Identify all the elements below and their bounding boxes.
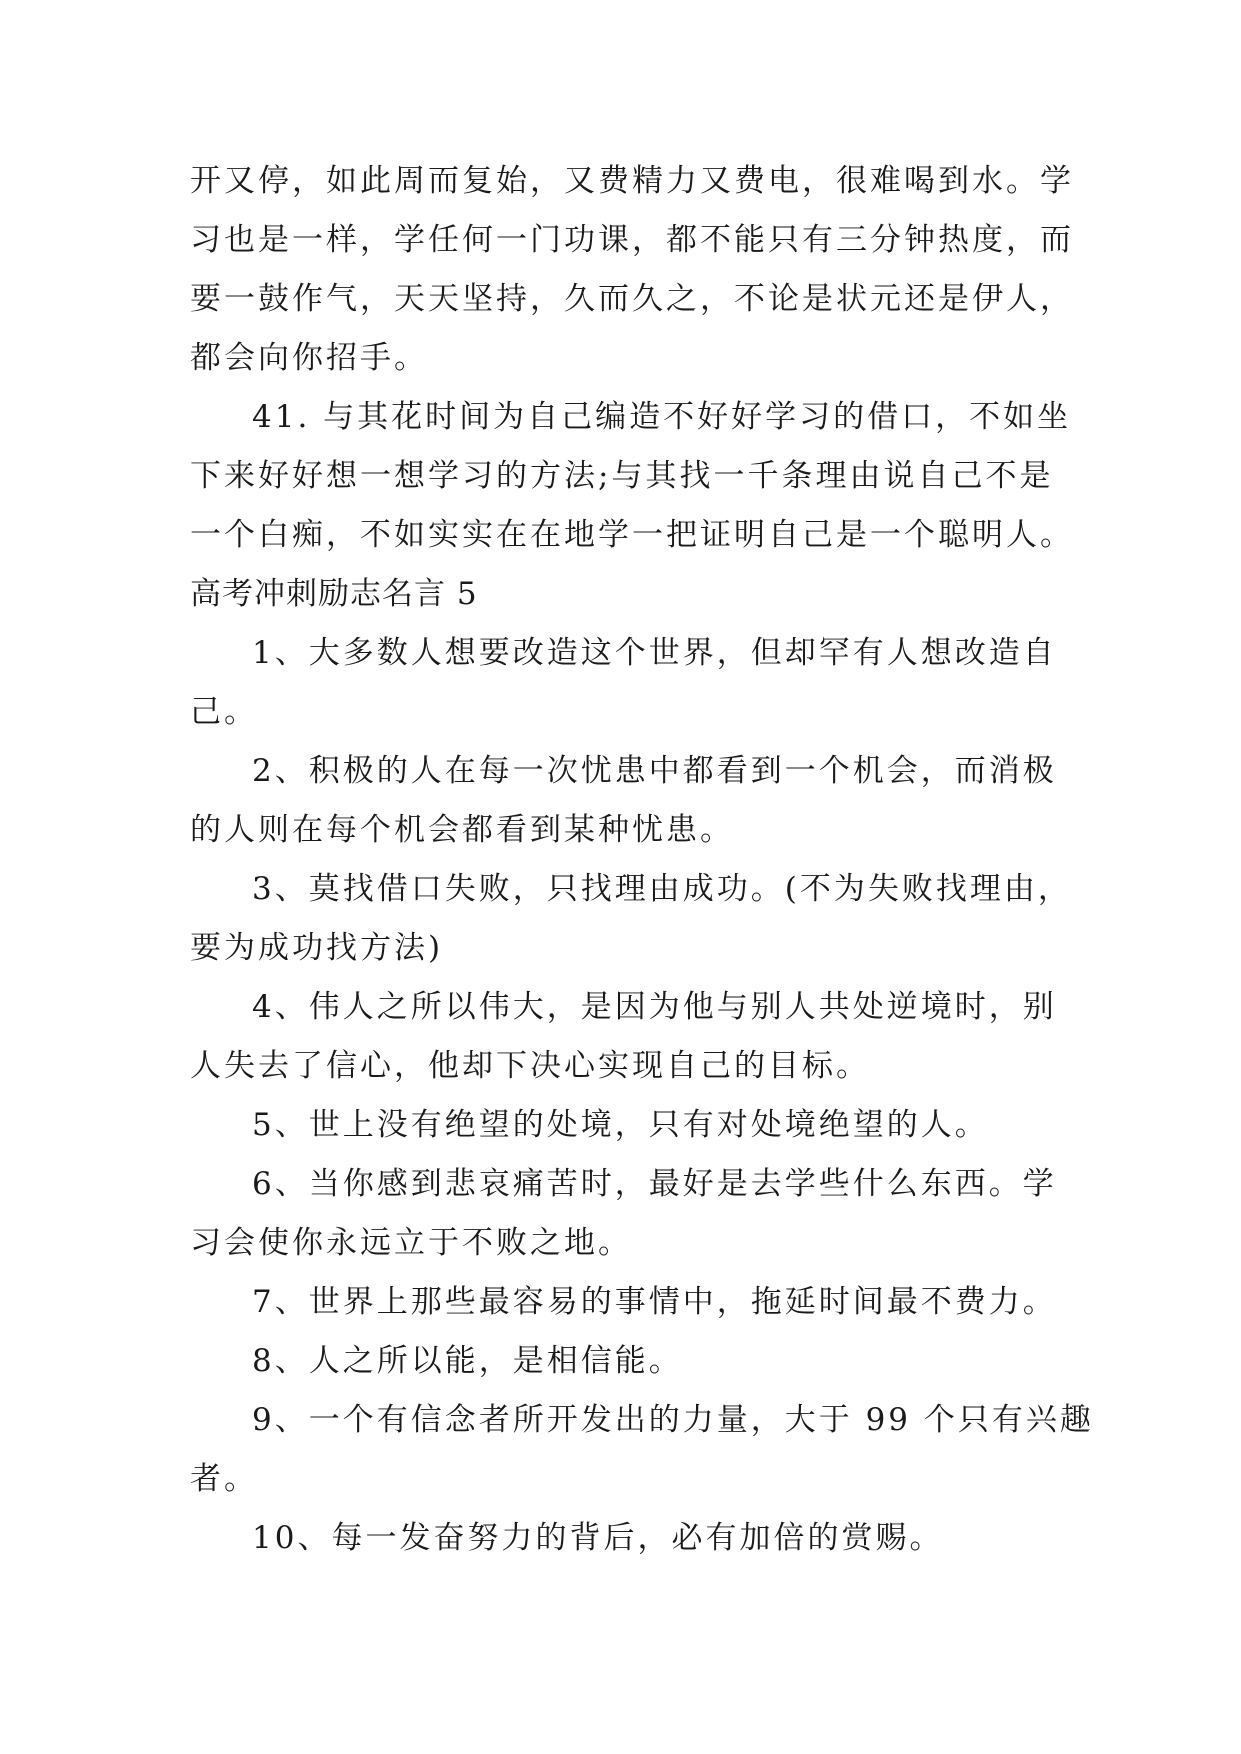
paragraph-line: 都会向你招手。: [190, 340, 428, 376]
paragraph-line: 5、世上没有绝望的处境，只有对处境绝望的人。: [252, 1107, 989, 1143]
paragraph-line: 6、当你感到悲哀痛苦时，最好是去学些什么东西。学: [252, 1166, 1057, 1202]
paragraph-line: 7、世界上那些最容易的事情中，拖延时间最不费力。: [252, 1284, 1057, 1320]
paragraph-line: 要一鼓作气，天天坚持，久而久之，不论是状元还是伊人，: [190, 281, 1074, 317]
paragraph-line: 10、每一发奋努力的背后，必有加倍的赏赐。: [252, 1520, 944, 1556]
paragraph-line: 习也是一样，学任何一门功课，都不能只有三分钟热度，而: [190, 222, 1074, 258]
paragraph-line: 要为成功找方法): [190, 930, 444, 966]
paragraph-line: 习会使你永远立于不败之地。: [190, 1225, 632, 1261]
paragraph-line: 2、积极的人在每一次忧患中都看到一个机会，而消极: [252, 753, 1057, 789]
paragraph-line: 41. 与其花时间为自己编造不好好学习的借口，不如坐: [252, 399, 1072, 435]
document-body: [190, 152, 1094, 1568]
paragraph-line: 人失去了信心，他却下决心实现自己的目标。: [190, 1048, 870, 1084]
paragraph-line: 者。: [190, 1461, 258, 1497]
paragraph-line: 的人则在每个机会都看到某种忧患。: [190, 812, 734, 848]
paragraph-line: 3、莫找借口失败，只找理由成功。(不为失败找理由，: [252, 871, 1072, 907]
paragraph-line: 己。: [190, 694, 258, 730]
paragraph-line: 1、大多数人想要改造这个世界，但却罕有人想改造自: [252, 635, 1057, 671]
paragraph-line: 8、人之所以能，是相信能。: [252, 1343, 683, 1379]
paragraph-line: 开又停，如此周而复始，又费精力又费电，很难喝到水。学: [190, 163, 1074, 199]
paragraph-line: 4、伟人之所以伟大，是因为他与别人共处逆境时，别: [252, 989, 1057, 1025]
paragraph-line: 一个白痴，不如实实在在地学一把证明自己是一个聪明人。: [190, 517, 1074, 553]
section-heading: 高考冲刺励志名言 5: [190, 576, 478, 612]
paragraph-line: 下来好好想一想学习的方法;与其找一千条理由说自己不是: [190, 458, 1054, 494]
paragraph-line: 9、一个有信念者所开发出的力量，大于 99 个只有兴趣: [252, 1402, 1094, 1438]
